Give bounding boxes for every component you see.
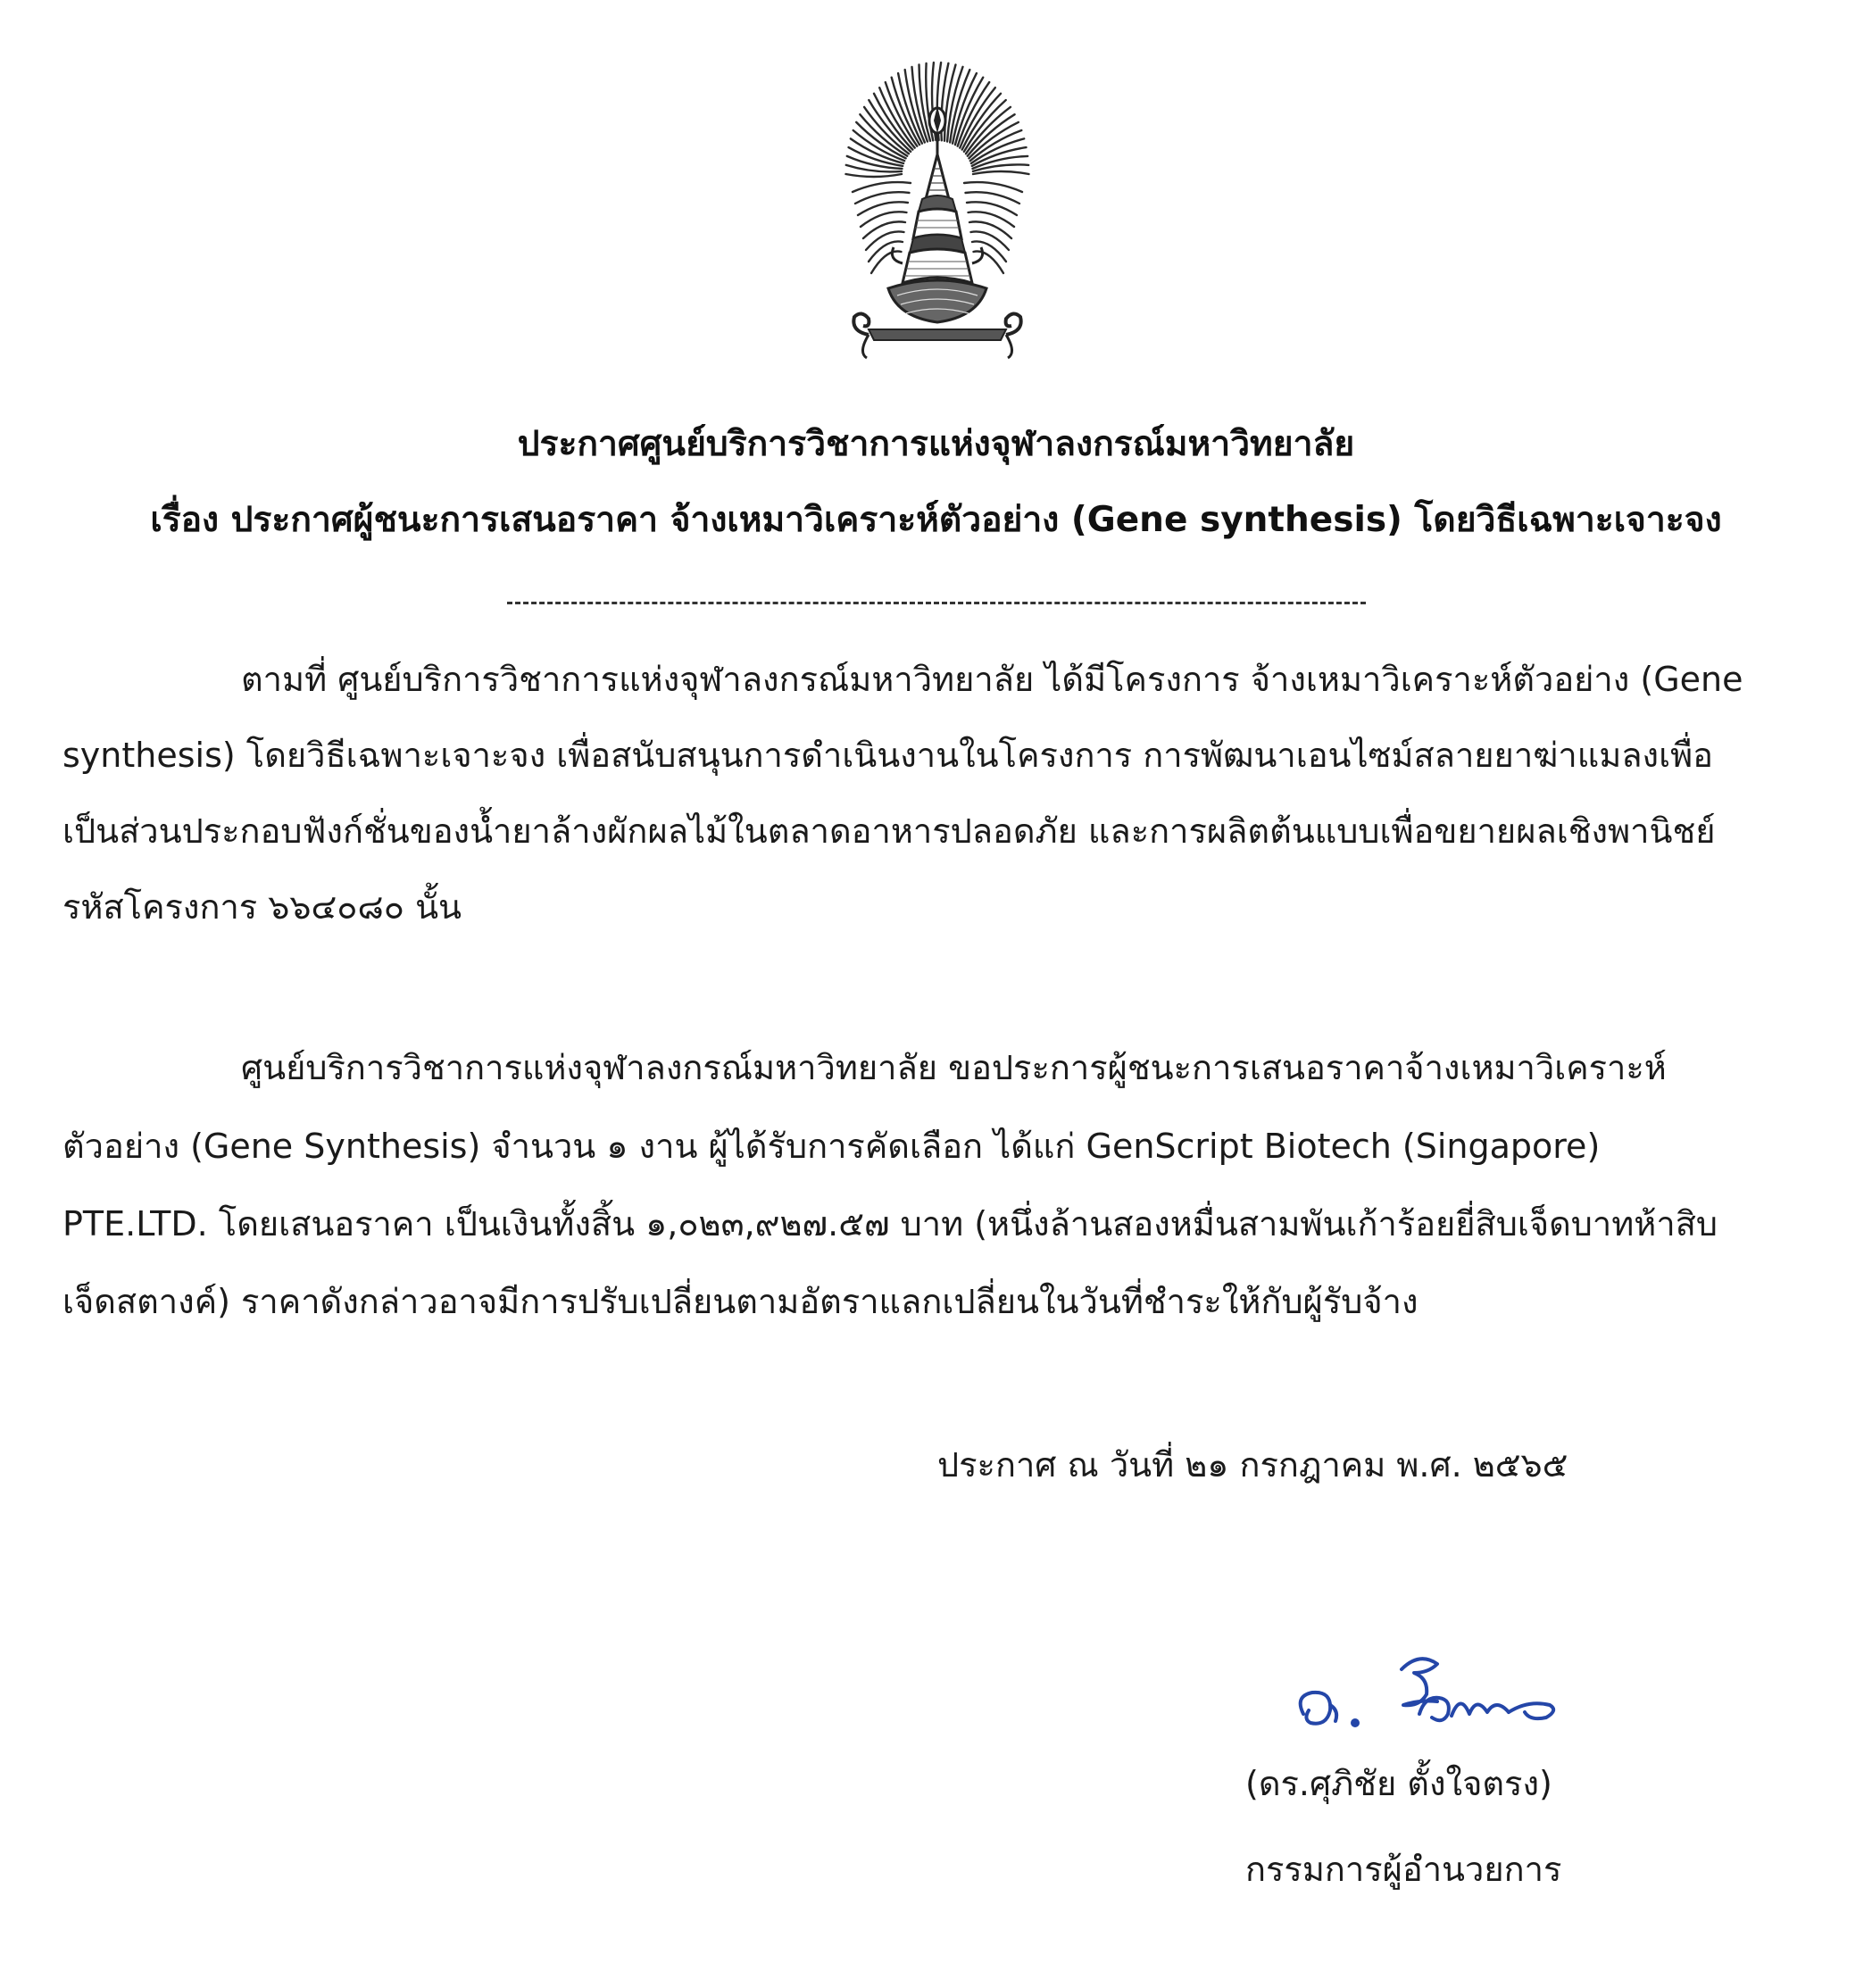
paragraph-1-line: ตามที่ ศูนย์บริการวิชาการแห่งจุฬาลงกรณ์มหาวิทยาลัย ได้มีโครงการ จ้างเหมาวิเคราะห์ตัวอย่าง (Gene [241,660,1743,699]
paragraph-2-line: ศูนย์บริการวิชาการแห่งจุฬาลงกรณ์มหาวิทยาลัย ขอประการผู้ชนะการเสนอราคาจ้างเหมาวิเคราะห์ [241,1048,1667,1087]
signer-title: กรรมการผู้อำนวยการ [1245,1850,1562,1889]
announcement-date: ประกาศ ณ วันที่ ๒๑ กรกฎาคม พ.ศ. ๒๕๖๕ [937,1445,1568,1485]
paragraph-2-line: ตัวอย่าง (Gene Synthesis) จำนวน ๑ งาน ผู้ได้รับการคัดเลือก ได้แก่ GenScript Biotech (Singapore) [62,1127,1601,1166]
dashed-separator [507,602,1366,604]
paragraph-2-line: PTE.LTD. โดยเสนอราคา เป็นเงินทั้งสิ้น ๑,๐๒๓,๙๒๗.๕๗ บาท (หนึ่งล้านสองหมื่นสามพันเก้าร้อยยี่สิบเจ็ดบาทห้าสิบ [62,1204,1718,1244]
paragraph-1-line: รหัสโครงการ ๖๖๔๐๘๐ นั้น [62,887,462,927]
signer-name: (ดร.ศุภิชัย ตั้งใจตรง) [1245,1764,1552,1803]
chulalongkorn-phra-kiao-emblem-icon [817,49,1058,366]
announcement-title: ประกาศศูนย์บริการวิชาการแห่งจุฬาลงกรณ์มหาวิทยาลัย [517,424,1355,464]
paragraph-1-line: เป็นส่วนประกอบฟังก์ชั่นของน้ำยาล้างผักผลไม้ในตลาดอาหารปลอดภัย และการผลิตต้นแบบเพื่อขยายผลเชิงพานิชย์ [62,811,1716,851]
announcement-subject: เรื่อง ประกาศผู้ชนะการเสนอราคา จ้างเหมาวิเคราะห์ตัวอย่าง (Gene synthesis) โดยวิธีเฉพาะเจาะจง [150,500,1722,540]
paragraph-1-line: synthesis) โดยวิธีเฉพาะเจาะจง เพื่อสนับสนุนการดำเนินงานในโครงการ การพัฒนาเอนไซม์สลายยาฆ่าแมลงเพื่อ [62,736,1713,775]
handwritten-signature-icon [1285,1643,1589,1750]
paragraph-2-line: เจ็ดสตางค์) ราคาดังกล่าวอาจมีการปรับเปลี่ยนตามอัตราแลกเปลี่ยนในวันที่ชำระให้กับผู้รับจ้าง [62,1282,1419,1321]
